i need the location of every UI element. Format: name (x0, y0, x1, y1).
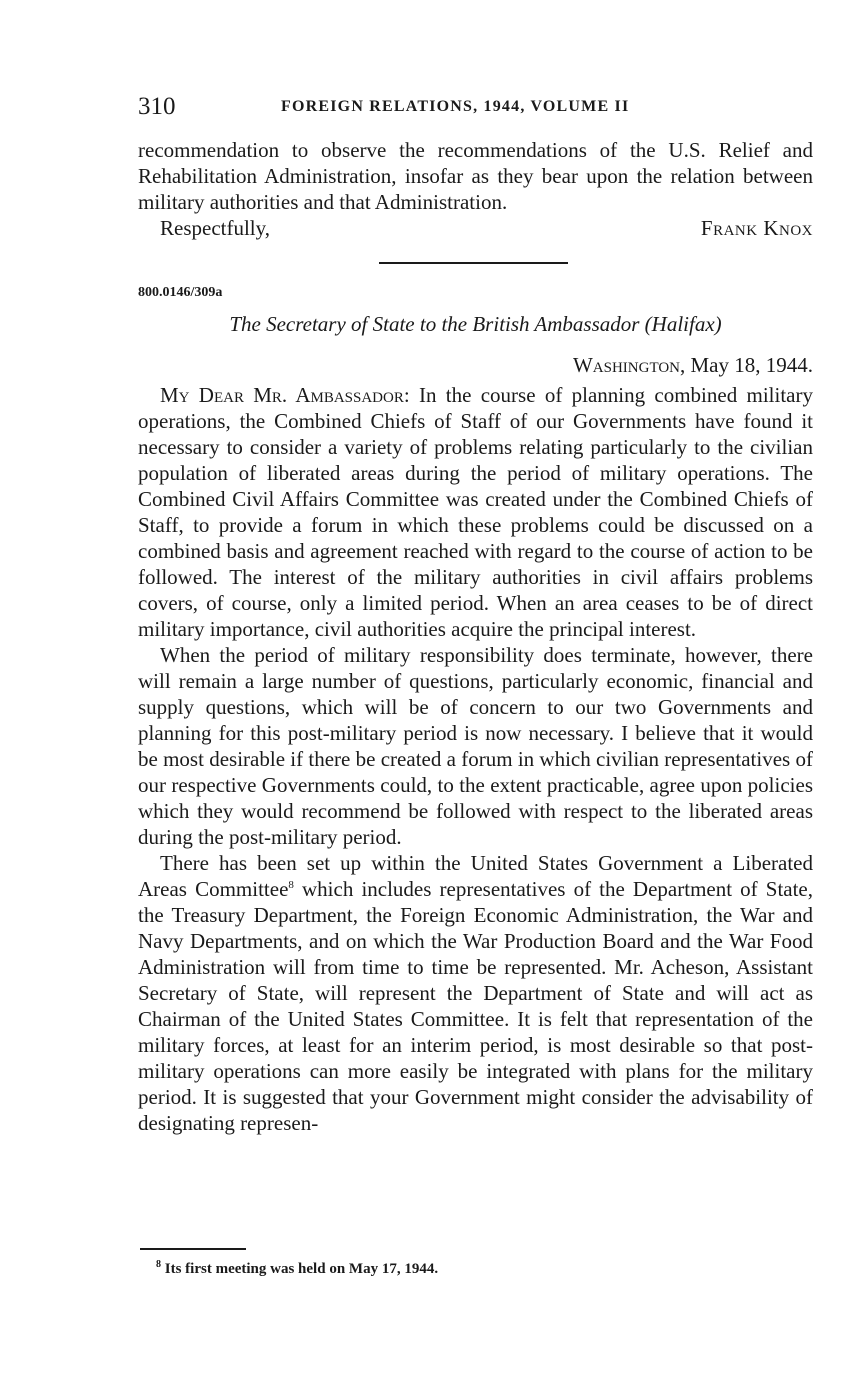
letter-paragraph-3 (138, 850, 813, 1136)
salutation: My Dear Mr. Ambassador: (160, 383, 410, 407)
file-number: 800.0146/309a (138, 285, 223, 300)
footnote-mark: 8 (156, 1259, 161, 1270)
running-head-title: FOREIGN RELATIONS, 1944, VOLUME II (281, 98, 630, 115)
section-divider (379, 262, 568, 264)
place: Washington (572, 353, 680, 377)
place-date-line (573, 352, 813, 378)
closing: Respectfully, (160, 216, 271, 240)
letter-paragraph-1 (138, 382, 813, 642)
paragraph-3-text-b: which includes representatives of the Department of State, the Treasury Department, the Foreign Economic Administration, the War and Navy Departments, and on which the War Production Board and the War Food Administration will from time to time be represented. Mr. Acheson, Assistant Secretary of State, will represent the Department of State and will act as Chairman of the United States Committee. It is felt that representation of the military forces, at least for an interim period, is most desirable so that post-military operations can more easily be integrated with plans for the military period. It is suggested that your Government might consider the advisability of designating represen- (138, 877, 814, 1135)
running-head (138, 92, 813, 122)
letter-body (138, 382, 813, 1136)
signature: Frank Knox (700, 216, 813, 240)
continuation-paragraph: recommendation to observe the recommendations of the U.S. Relief and Rehabilitation Administration, insofar as they bear upon the relation between military authorities and that Administration. (138, 138, 813, 214)
document-title: The Secretary of State to the British Ambassador (Halifax) (229, 312, 722, 336)
page-number: 310 (138, 93, 176, 120)
footnote (156, 1259, 438, 1279)
footnote-rule (140, 1248, 246, 1250)
footnote-reference: 8 (288, 879, 294, 891)
letter-paragraph-2: When the period of military responsibility does terminate, however, there will remain a large number of questions, particularly economic, financial and supply questions, which will be of concern to our two Governments and planning for this post-military period is now necessary. I believe that it would be most desirable if there be created a forum in which civilian representatives of our respective Governments could, to the extent practicable, agree upon policies which they would recommend be followed with respect to the liberated areas during the post-military period. (138, 643, 813, 849)
footnote-text: Its first meeting was held on May 17, 1944. (161, 1261, 439, 1277)
paragraph-1-text: In the course of planning combined military operations, the Combined Chiefs of Staff of our Governments have found it necessary to consider a variety of problems relating particularly to the civilian population of liberated areas during the period of military operations. The Combined Civil Affairs Committee was created under the Combined Chiefs of Staff, to provide a forum in which these problems could be discussed on a combined basis and agreement reached with regard to the course of action to be followed. The interest of the military authorities in civil affairs problems covers, of course, only a limited period. When an area ceases to be of direct military importance, civil authorities acquire the principal interest. (138, 383, 813, 641)
paragraph-3-text-a: There has been set up within the United States Government a Liberated Areas Committee (138, 851, 813, 901)
closing-row (138, 215, 813, 241)
date: , May 18, 1944. (680, 353, 813, 377)
